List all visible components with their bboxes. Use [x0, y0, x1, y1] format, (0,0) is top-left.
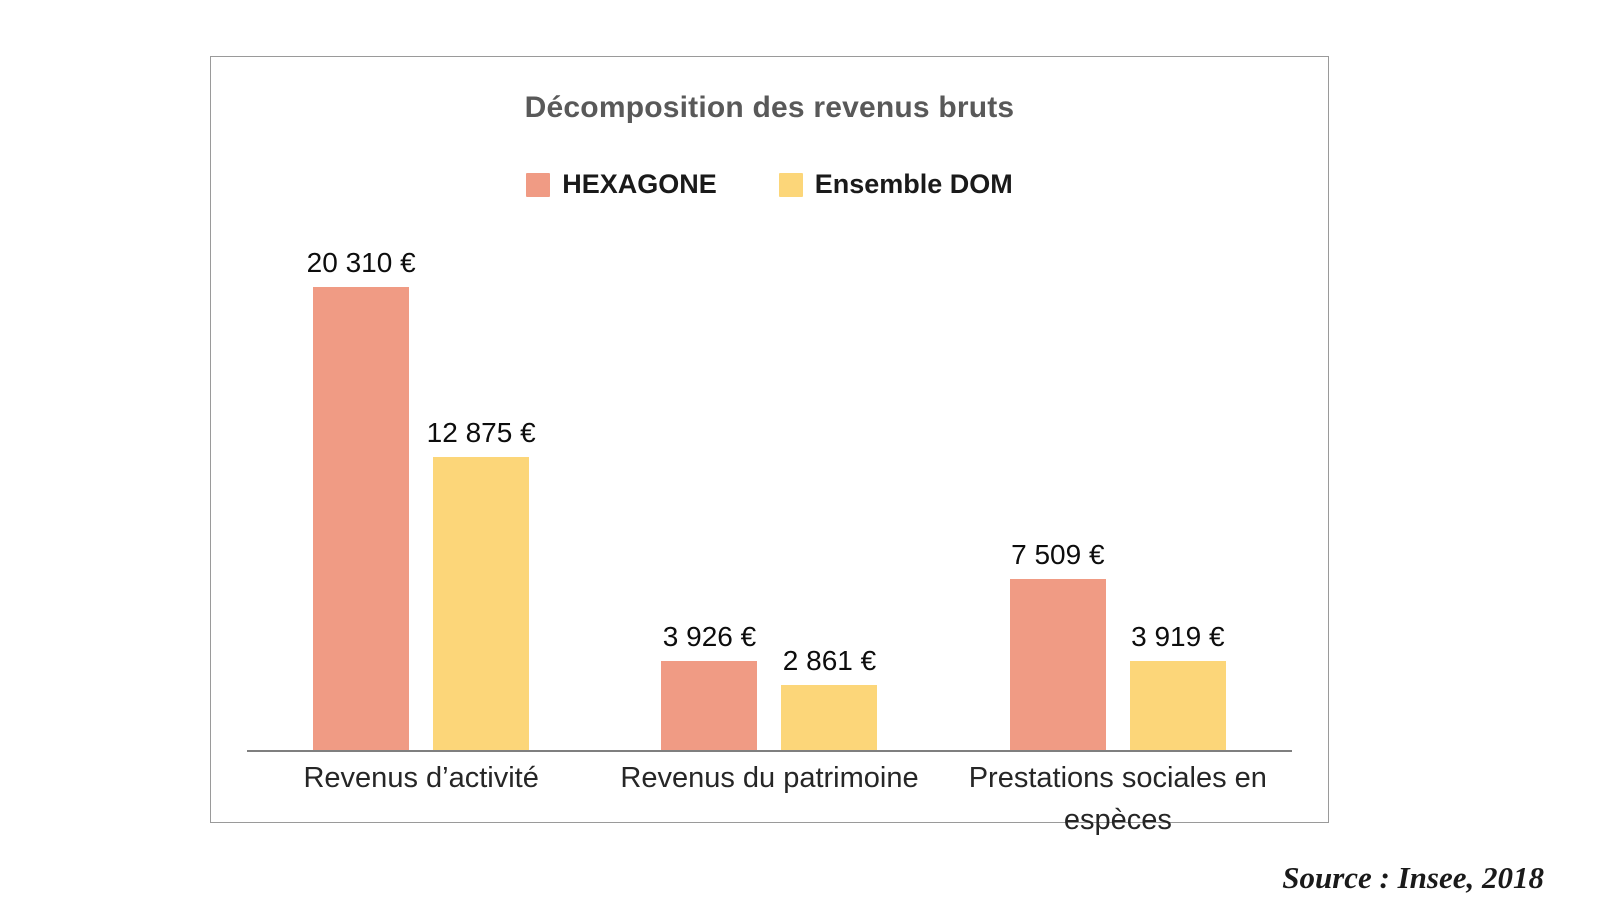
chart-title: Décomposition des revenus bruts	[524, 91, 1015, 124]
bar-value-label: 7 509 €	[1011, 538, 1105, 570]
bar-group-revenus-patrimoine	[595, 227, 943, 750]
legend-item-hexagone	[526, 169, 717, 200]
bar-value-label: 2 861 €	[782, 644, 877, 676]
bar-hexagone[interactable]	[313, 287, 409, 750]
bar-ensemble-dom[interactable]	[781, 685, 877, 750]
bar-value-label: 12 875 €	[426, 416, 536, 448]
legend-label-ensemble-dom: Ensemble DOM	[814, 169, 1013, 199]
bar-wrap	[781, 227, 877, 750]
bar-wrap	[1130, 227, 1226, 750]
chart-container	[210, 56, 1329, 837]
legend-swatch-ensemble-dom	[779, 173, 803, 197]
legend-label-hexagone: HEXAGONE	[562, 169, 717, 199]
bar-value-label: 3 926 €	[662, 620, 757, 652]
bar-value-label: 3 919 €	[1131, 620, 1225, 652]
category-label-prestations-sociales: Prestations sociales en espèces	[968, 762, 1267, 837]
bar-hexagone[interactable]	[661, 661, 757, 750]
bar-hexagone[interactable]	[1010, 579, 1106, 750]
bar-group-prestations-sociales	[944, 227, 1292, 750]
bar-wrap	[1010, 227, 1106, 750]
legend-item-ensemble-dom	[779, 169, 1013, 200]
source-note: Source : Insee, 2018	[1282, 860, 1544, 895]
bar-group-revenus-activite	[247, 227, 595, 750]
bar-wrap	[426, 227, 536, 750]
category-labels	[247, 757, 1292, 841]
x-axis-line	[247, 750, 1292, 752]
bar-wrap	[661, 227, 757, 750]
category-label-revenus-activite: Revenus d’activité	[303, 762, 539, 794]
bar-wrap	[306, 227, 416, 750]
legend-swatch-hexagone	[526, 173, 550, 197]
bar-ensemble-dom[interactable]	[1130, 661, 1226, 750]
category-label-revenus-patrimoine: Revenus du patrimoine	[620, 762, 919, 794]
bar-groups	[247, 227, 1292, 750]
bar-ensemble-dom[interactable]	[433, 457, 529, 751]
plot-area	[247, 227, 1292, 752]
bar-value-label: 20 310 €	[306, 247, 416, 278]
chart-legend	[211, 169, 1328, 200]
